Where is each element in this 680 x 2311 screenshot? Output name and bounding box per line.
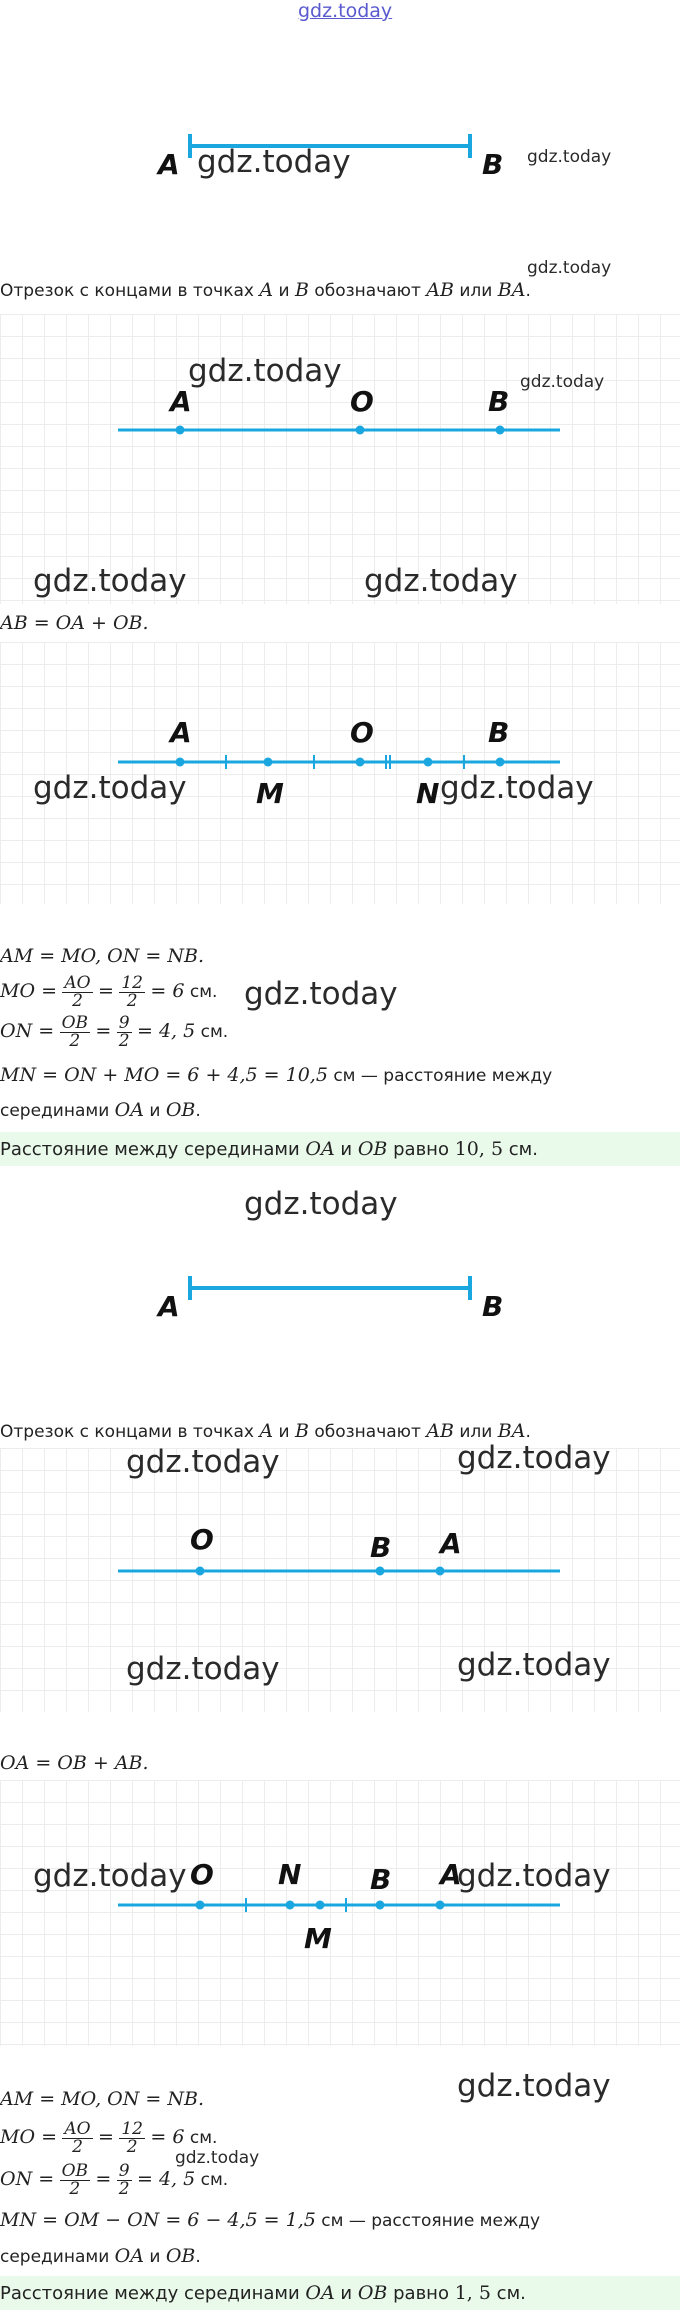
answer-box: Расстояние между серединами OA и OB равно 10, 5 см.: [0, 1132, 680, 1166]
watermark: gdz.today: [457, 1440, 611, 1476]
watermark: gdz.today: [457, 1647, 611, 1683]
label-a: A: [170, 385, 192, 418]
equation-on: ON = $\frac{OB}{2}$ = $\frac{9}{2}$ = 4, 5 см.: [0, 1012, 229, 1051]
watermark: gdz.today: [126, 1651, 280, 1687]
point-m: [316, 1901, 325, 1910]
fraction: $\frac{AO}{2}$: [64, 972, 91, 1011]
watermark: gdz.today: [188, 353, 342, 389]
fraction: $\frac{OB}{2}$: [61, 1012, 89, 1051]
point-a: [176, 758, 185, 767]
watermark: gdz.today: [33, 563, 187, 599]
label-n: N: [416, 777, 440, 810]
equation-sum: AB = OA + OB.: [0, 612, 149, 634]
point-b: [496, 758, 505, 767]
point-o: [356, 758, 365, 767]
watermark: gdz.today: [527, 147, 612, 167]
equation-mo: MO = $\frac{AO}{2}$ = $\frac{12}{2}$ = 6 см.: [0, 2118, 218, 2157]
label-m: M: [256, 777, 284, 810]
equation-midpoints: AM = MO, ON = NB.: [0, 2088, 204, 2110]
label-o: O: [190, 1523, 214, 1556]
fraction: $\frac{9}{2}$: [118, 2160, 130, 2199]
equation-midpoints: AM = MO, ON = NB.: [0, 945, 204, 967]
equation-mn-line2: серединами OA и OB.: [0, 2245, 201, 2267]
segment-figure: [150, 1272, 530, 1332]
point-b: [376, 1567, 385, 1576]
answer-box: Расстояние между серединами OA и OB равно 1, 5 см.: [0, 2276, 680, 2310]
watermark-top[interactable]: gdz.today: [298, 0, 393, 22]
watermark: gdz.today: [126, 1444, 280, 1480]
point-a: [436, 1567, 445, 1576]
watermark: gdz.today: [33, 1858, 187, 1894]
point-o: [196, 1567, 205, 1576]
point-b: [496, 426, 505, 435]
label-b: B: [370, 1531, 392, 1564]
points-figure-4: [0, 1780, 680, 2046]
label-m: M: [304, 1922, 332, 1955]
watermark: gdz.today: [457, 2068, 611, 2104]
label-o: O: [190, 1858, 214, 1891]
point-n: [424, 758, 433, 767]
watermark: gdz.today: [520, 372, 605, 392]
watermark: gdz.today: [457, 1858, 611, 1894]
point-m: [264, 758, 273, 767]
label-a: A: [158, 1290, 180, 1323]
fraction: $\frac{12}{2}$: [121, 2118, 143, 2157]
equation-mn: MN = OM − ON = 6 − 4,5 = 1,5 см — расстояние между: [0, 2209, 541, 2231]
fraction: $\frac{12}{2}$: [121, 972, 143, 1011]
label-n: N: [278, 1858, 302, 1891]
watermark: gdz.today: [197, 144, 351, 180]
label-a: A: [440, 1858, 462, 1891]
label-b: B: [482, 1290, 504, 1323]
equation-mn-line2: серединами OA и OB.: [0, 1099, 201, 1121]
equation-on: ON = $\frac{OB}{2}$ = $\frac{9}{2}$ = 4, 5 см.: [0, 2160, 229, 2199]
fraction: $\frac{OB}{2}$: [61, 2160, 89, 2199]
definition-sentence: Отрезок с концами в точках A и B обозначают AB или BA.: [0, 1420, 531, 1442]
fraction: $\frac{9}{2}$: [118, 1012, 130, 1051]
watermark: gdz.today: [33, 770, 187, 806]
equation-mo: MO = $\frac{AO}{2}$ = $\frac{12}{2}$ = 6 см.: [0, 972, 218, 1011]
label-a: A: [440, 1527, 462, 1560]
point-a: [176, 426, 185, 435]
label-b: B: [370, 1863, 392, 1896]
label-a: A: [170, 716, 192, 749]
label-a: A: [158, 148, 180, 181]
label-b: B: [488, 385, 510, 418]
equation-sum: OA = OB + AB.: [0, 1752, 149, 1774]
label-b: B: [482, 148, 504, 181]
equation-mn: MN = ON + MO = 6 + 4,5 = 10,5 см — расстояние между: [0, 1064, 553, 1086]
watermark: gdz.today: [244, 1186, 398, 1222]
label-o: O: [350, 716, 374, 749]
watermark: gdz.today: [364, 563, 518, 599]
watermark: gdz.today: [244, 976, 398, 1012]
point-b: [376, 1901, 385, 1910]
point-o: [196, 1901, 205, 1910]
point-n: [286, 1901, 295, 1910]
watermark: gdz.today: [527, 258, 612, 278]
point-o: [356, 426, 365, 435]
watermark: gdz.today: [175, 2148, 260, 2168]
point-a: [436, 1901, 445, 1910]
definition-sentence: Отрезок с концами в точках A и B обозначают AB или BA.: [0, 279, 531, 301]
label-b: B: [488, 716, 510, 749]
fraction: $\frac{AO}{2}$: [64, 2118, 91, 2157]
watermark: gdz.today: [440, 770, 594, 806]
label-o: O: [350, 385, 374, 418]
